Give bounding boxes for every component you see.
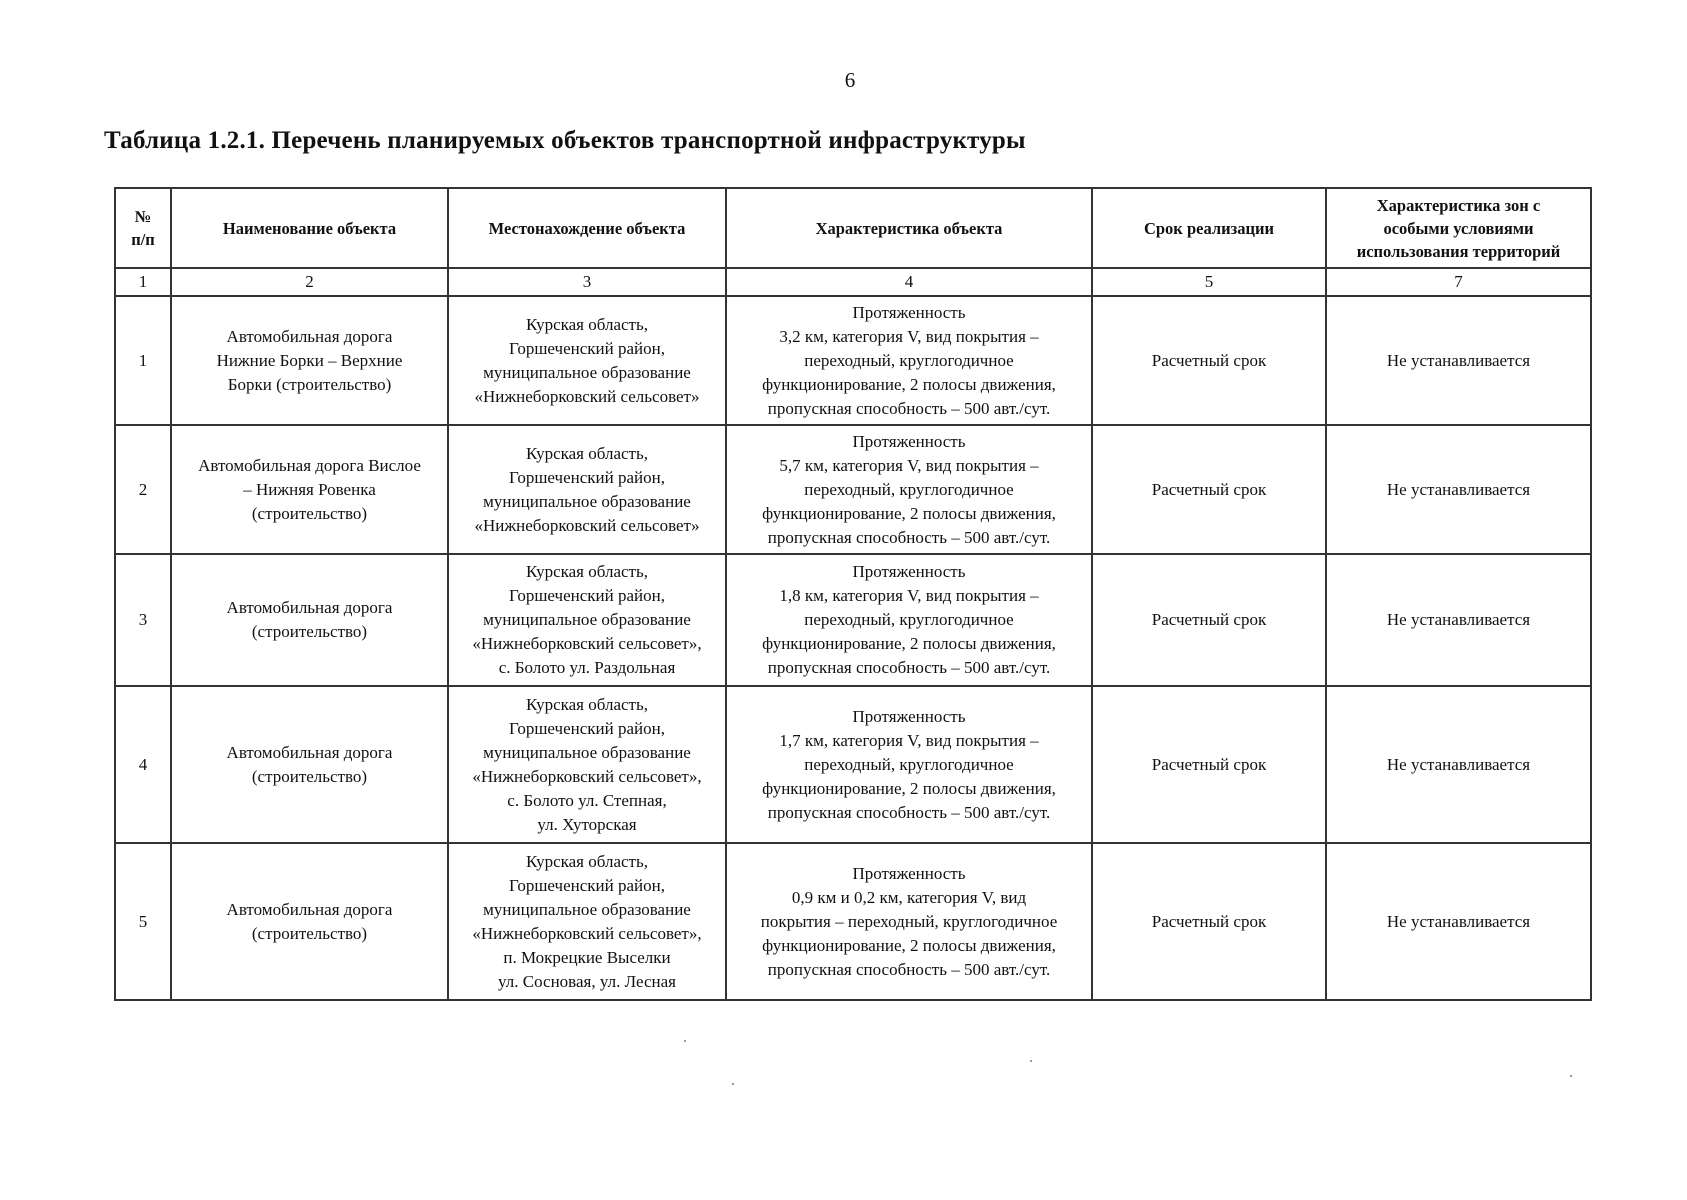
table-row <box>115 843 1591 1000</box>
special-zones: Не устанавливается <box>1326 425 1591 554</box>
object-characteristic: Протяженность 0,9 км и 0,2 км, категория V, вид покрытия – переходный, круглогодичное функционирование, 2 полосы движения, пропускная способность – 500 авт./сут. <box>726 843 1092 1000</box>
column-number-row <box>115 268 1591 296</box>
column-number: 4 <box>726 268 1092 296</box>
column-number: 2 <box>171 268 448 296</box>
table-header-row <box>115 188 1591 268</box>
table-title: Таблица 1.2.1. Перечень планируемых объектов транспортной инфраструктуры <box>104 127 1026 154</box>
header-object-location: Местонахождение объекта <box>448 188 726 268</box>
row-number: 3 <box>115 554 171 686</box>
object-characteristic: Протяженность 5,7 км, категория V, вид покрытия – переходный, круглогодичное функционирование, 2 полосы движения, пропускная способность – 500 авт./сут. <box>726 425 1092 554</box>
scan-speck <box>1030 1060 1032 1062</box>
column-number: 7 <box>1326 268 1591 296</box>
implementation-term: Расчетный срок <box>1092 425 1326 554</box>
scan-speck <box>684 1040 686 1042</box>
row-number: 4 <box>115 686 171 843</box>
special-zones: Не устанавливается <box>1326 554 1591 686</box>
header-implementation-term: Срок реализации <box>1092 188 1326 268</box>
object-location: Курская область, Горшеченский район, муниципальное образование «Нижнеборковский сельсовет», п. Мокрецкие Выселки ул. Сосновая, ул. Лесная <box>448 843 726 1000</box>
object-name: Автомобильная дорога (строительство) <box>171 843 448 1000</box>
special-zones: Не устанавливается <box>1326 843 1591 1000</box>
special-zones: Не устанавливается <box>1326 296 1591 425</box>
object-location: Курская область, Горшеченский район, муниципальное образование «Нижнеборковский сельсовет» <box>448 296 726 425</box>
implementation-term: Расчетный срок <box>1092 554 1326 686</box>
implementation-term: Расчетный срок <box>1092 686 1326 843</box>
implementation-term: Расчетный срок <box>1092 296 1326 425</box>
header-object-characteristic: Характеристика объекта <box>726 188 1092 268</box>
header-special-zones: Характеристика зон с особыми условиями использования территорий <box>1326 188 1591 268</box>
object-name: Автомобильная дорога Нижние Борки – Верхние Борки (строительство) <box>171 296 448 425</box>
header-object-name: Наименование объекта <box>171 188 448 268</box>
table-row <box>115 686 1591 843</box>
transport-infrastructure-table <box>114 187 1592 1001</box>
implementation-term: Расчетный срок <box>1092 843 1326 1000</box>
object-characteristic: Протяженность 3,2 км, категория V, вид покрытия – переходный, круглогодичное функционирование, 2 полосы движения, пропускная способность – 500 авт./сут. <box>726 296 1092 425</box>
table-row <box>115 296 1591 425</box>
page-number: 6 <box>844 68 856 92</box>
object-name: Автомобильная дорога Вислое – Нижняя Ровенка (строительство) <box>171 425 448 554</box>
special-zones: Не устанавливается <box>1326 686 1591 843</box>
scan-speck <box>1570 1075 1572 1077</box>
table-row <box>115 425 1591 554</box>
header-number: № п/п <box>115 188 171 268</box>
object-location: Курская область, Горшеченский район, муниципальное образование «Нижнеборковский сельсовет», с. Болото ул. Степная, ул. Хуторская <box>448 686 726 843</box>
table-row <box>115 554 1591 686</box>
scan-speck <box>732 1083 734 1085</box>
object-name: Автомобильная дорога (строительство) <box>171 686 448 843</box>
column-number: 1 <box>115 268 171 296</box>
row-number: 1 <box>115 296 171 425</box>
object-characteristic: Протяженность 1,7 км, категория V, вид покрытия – переходный, круглогодичное функционирование, 2 полосы движения, пропускная способность – 500 авт./сут. <box>726 686 1092 843</box>
object-location: Курская область, Горшеченский район, муниципальное образование «Нижнеборковский сельсовет» <box>448 425 726 554</box>
object-characteristic: Протяженность 1,8 км, категория V, вид покрытия – переходный, круглогодичное функционирование, 2 полосы движения, пропускная способность – 500 авт./сут. <box>726 554 1092 686</box>
row-number: 5 <box>115 843 171 1000</box>
row-number: 2 <box>115 425 171 554</box>
column-number: 5 <box>1092 268 1326 296</box>
object-location: Курская область, Горшеченский район, муниципальное образование «Нижнеборковский сельсовет», с. Болото ул. Раздольная <box>448 554 726 686</box>
object-name: Автомобильная дорога (строительство) <box>171 554 448 686</box>
column-number: 3 <box>448 268 726 296</box>
